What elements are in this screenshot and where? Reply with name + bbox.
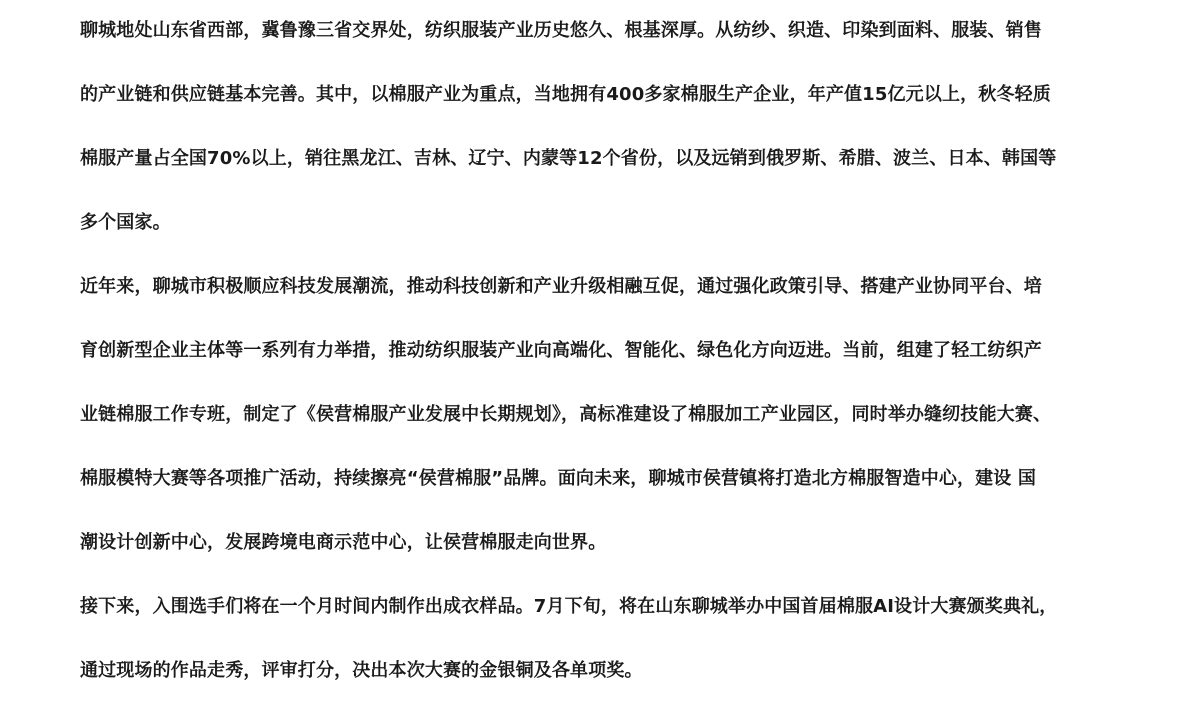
text-line: 的产业链和供应链基本完善。其中，以棉服产业为重点，当地拥有400多家棉服生产企业，年产值15亿元以上，秋冬轻质	[80, 84, 1051, 105]
text-line: 多个国家。	[80, 212, 171, 233]
paragraph-2	[80, 271, 1051, 591]
text-line: 接下来，入围选手们将在一个月时间内制作出成衣样品。7月下旬，将在山东聊城举办中国首届棉服AI设计大赛颁奖典礼，	[80, 596, 1058, 617]
text-line: 近年来，聊城市积极顺应科技发展潮流，推动科技创新和产业升级相融互促，通过强化政策引导、搭建产业协同平台、培	[80, 276, 1042, 297]
text-line: 业链棉服工作专班，制定了《侯营棉服产业发展中长期规划》，高标准建设了棉服加工产业园区，同时举办缝纫技能大赛、	[80, 404, 1052, 425]
text-line: 棉服模特大赛等各项推广活动，持续擦亮“侯营棉服”品牌。面向未来，聊城市侯营镇将打造北方棉服智造中心，建设 国	[80, 468, 1037, 489]
text-line: 聊城地处山东省西部，冀鲁豫三省交界处，纺织服装产业历史悠久、根基深厚。从纺纱、织造、印染到面料、服装、销售	[80, 20, 1042, 41]
paragraph-1	[80, 15, 1056, 271]
paragraph-3	[80, 591, 1057, 719]
text-line: 通过现场的作品走秀，评审打分，决出本次大赛的金银铜及各单项奖。	[80, 660, 643, 681]
text-line: 棉服产量占全国70%以上，销往黑龙江、吉林、辽宁、内蒙等12个省份，以及远销到俄罗斯、希腊、波兰、日本、韩国等	[80, 148, 1057, 169]
text-line: 潮设计创新中心，发展跨境电商示范中心，让侯营棉服走向世界。	[80, 532, 607, 553]
text-line: 育创新型企业主体等一系列有力举措，推动纺织服装产业向高端化、智能化、绿色化方向迈进。当前，组建了轻工纺织产	[80, 340, 1042, 361]
